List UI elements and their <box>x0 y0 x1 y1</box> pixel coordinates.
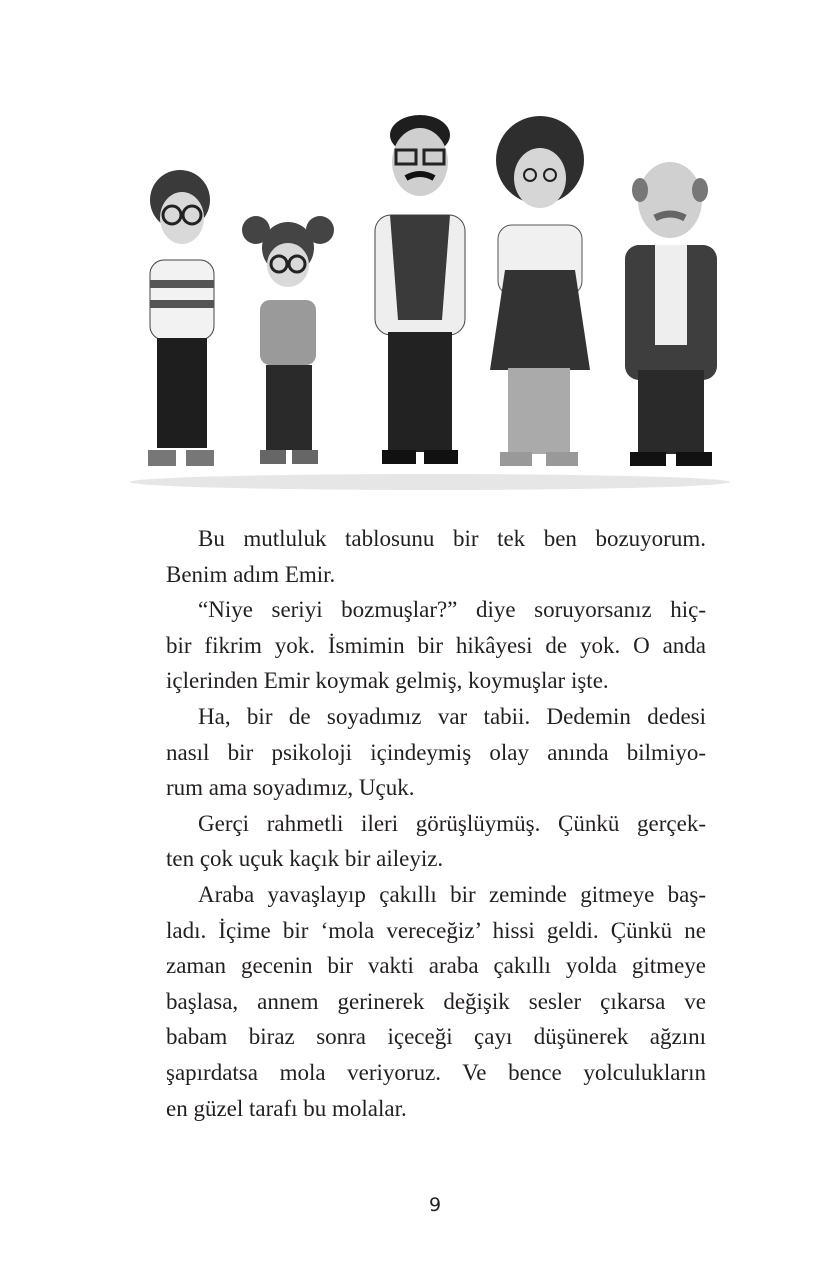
text-line: Benim adım Emir. <box>166 561 336 587</box>
text-line: ladı. İçime bir ‘mola vereceğiz’ hissi geldi. Çünkü ne <box>166 917 706 943</box>
text-line: şapırdatsa mola veriyoruz. Ve bence yolculukların <box>166 1059 706 1085</box>
text-line: nasıl bir psikoloji içindeymiş olay anında bilmiyo- <box>166 739 706 765</box>
text-line: Bu mutluluk tablosunu bir tek ben bozuyorum. <box>198 526 706 551</box>
text-line: içlerinden Emir koymak gelmiş, koymuşlar işte. <box>166 668 609 694</box>
family-illustration <box>120 100 740 500</box>
text-line: babam biraz sonra içeceği çayı düşünerek ağzını <box>166 1024 706 1050</box>
grandpa-figure <box>625 162 717 466</box>
text-line: zaman gecenin bir vakti araba çakıllı yolda gitmeye <box>166 953 706 979</box>
girl-figure <box>242 216 334 464</box>
page-number: 9 <box>428 1194 442 1216</box>
mom-figure <box>490 116 590 466</box>
text-line: en güzel tarafı bu molalar. <box>166 1095 407 1121</box>
text-line: “Niye seriyi bozmuşlar?” diye soruyorsanız hiç- <box>198 597 706 623</box>
text-line: ten çok uçuk kaçık bir aileyiz. <box>166 846 444 872</box>
dad-figure <box>375 115 465 464</box>
text-line: bir fikrim yok. İsmimin bir hikâyesi de yok. O anda <box>166 632 706 658</box>
body-text <box>166 521 706 1126</box>
text-line: Araba yavaşlayıp çakıllı bir zeminde gitmeye baş- <box>198 881 706 907</box>
text-line: başlasa, annem gerinerek değişik sesler çıkarsa ve <box>166 988 706 1014</box>
text-line: Ha, bir de soyadımız var tabii. Dedemin dedesi <box>198 703 706 729</box>
text-line: rum ama soyadımız, Uçuk. <box>166 775 415 801</box>
text-line: Gerçi rahmetli ileri görüşlüymüş. Çünkü gerçek- <box>198 810 706 836</box>
boy-figure <box>148 170 214 466</box>
